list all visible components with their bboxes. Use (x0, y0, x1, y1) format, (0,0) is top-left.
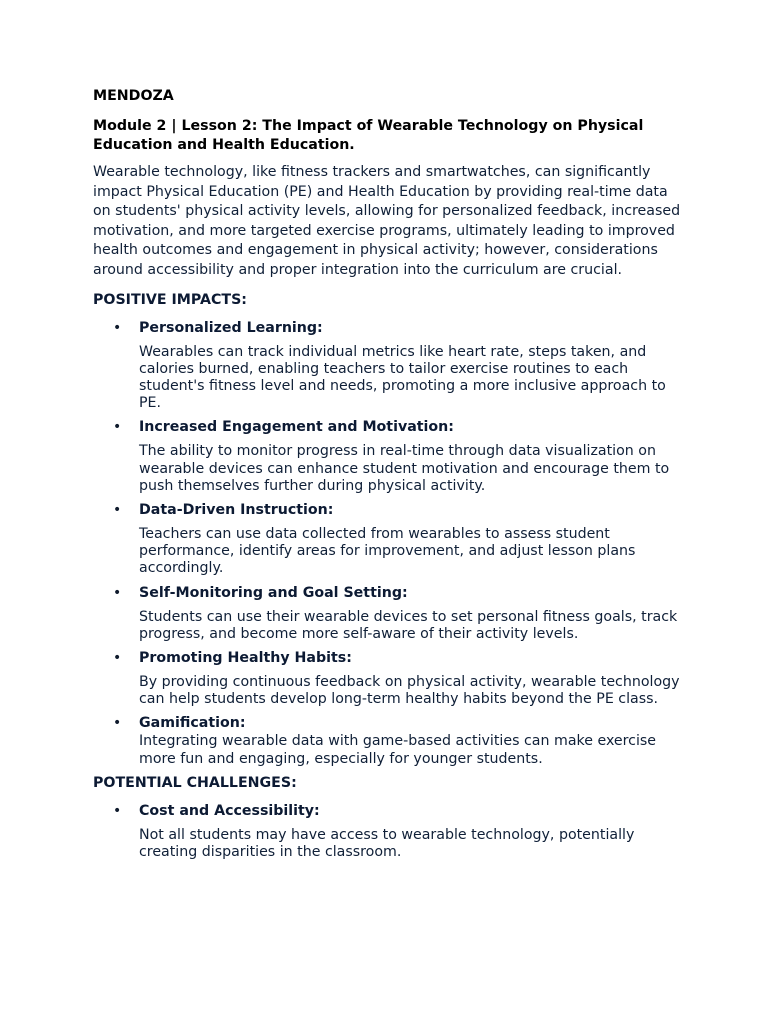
positive-impacts-heading: POSITIVE IMPACTS: (93, 291, 247, 308)
point-text: Integrating wearable data with game-based activities can make exercise more fun and engaging, especially for younger students. (139, 733, 657, 767)
list-item (93, 714, 683, 767)
point-title: Increased Engagement and Motivation: (139, 419, 454, 436)
list-item (93, 649, 683, 708)
potential-challenges-list (93, 802, 683, 861)
point-text: The ability to monitor progress in real-time through data visualization on wearable devices can enhance student motivation and encourage them to push themselves further during physical activity. (139, 443, 670, 494)
list-item (93, 319, 683, 413)
potential-challenges-heading: POTENTIAL CHALLENGES: (93, 774, 297, 791)
bullet-icon: • (113, 501, 122, 518)
point-text: Teachers can use data collected from wearables to assess student performance, identify areas for improvement, and adjust lesson plans accordingly. (139, 525, 636, 577)
point-text: By providing continuous feedback on physical activity, wearable technology can help students develop long-term healthy habits beyond the PE class. (139, 674, 680, 708)
bullet-icon: • (113, 584, 122, 601)
point-text: Not all students may have access to wearable technology, potentially creating disparities in the classroom. (139, 826, 635, 861)
point-text: Wearables can track individual metrics like heart rate, steps taken, and calories burned, enabling teachers to tailor exercise routines to each student's fitness level and needs, promoting a more inclusive approach to PE. (139, 343, 666, 412)
list-item (93, 501, 683, 578)
positive-impacts-list (93, 319, 683, 768)
list-item (93, 584, 683, 643)
point-title: Promoting Healthy Habits: (139, 650, 352, 666)
point-text: Students can use their wearable devices to set personal fitness goals, track progress, and become more self-aware of their activity levels. (139, 608, 678, 642)
bullet-icon: • (113, 650, 122, 666)
author-name: MENDOZA (93, 88, 174, 104)
point-title: Cost and Accessibility: (139, 802, 320, 819)
bullet-icon: • (113, 319, 122, 336)
list-item (93, 418, 683, 495)
document-page (93, 86, 683, 867)
point-title: Data-Driven Instruction: (139, 501, 334, 518)
point-title: Self-Monitoring and Goal Setting: (139, 584, 408, 601)
bullet-icon: • (113, 419, 122, 436)
point-title: Personalized Learning: (139, 319, 323, 336)
list-item (93, 802, 683, 861)
intro-paragraph: Wearable technology, like fitness trackers and smartwatches, can significantly impact Physical Education (PE) and Health Education by providing real-time data on students' physical activity levels, allowing for personalized feedback, increased motivation, and more targeted exercise programs, ultimately leading to improved health outcomes and engagement in physical activity; however, considerations around accessibility and proper integration into the curriculum are crucial. (93, 164, 681, 278)
lesson-title: Module 2 | Lesson 2: The Impact of Wearable Technology on Physical Education and Health Education. (93, 118, 644, 153)
point-title: Gamification: (139, 715, 246, 732)
bullet-icon: • (113, 715, 122, 732)
bullet-icon: • (113, 802, 122, 819)
